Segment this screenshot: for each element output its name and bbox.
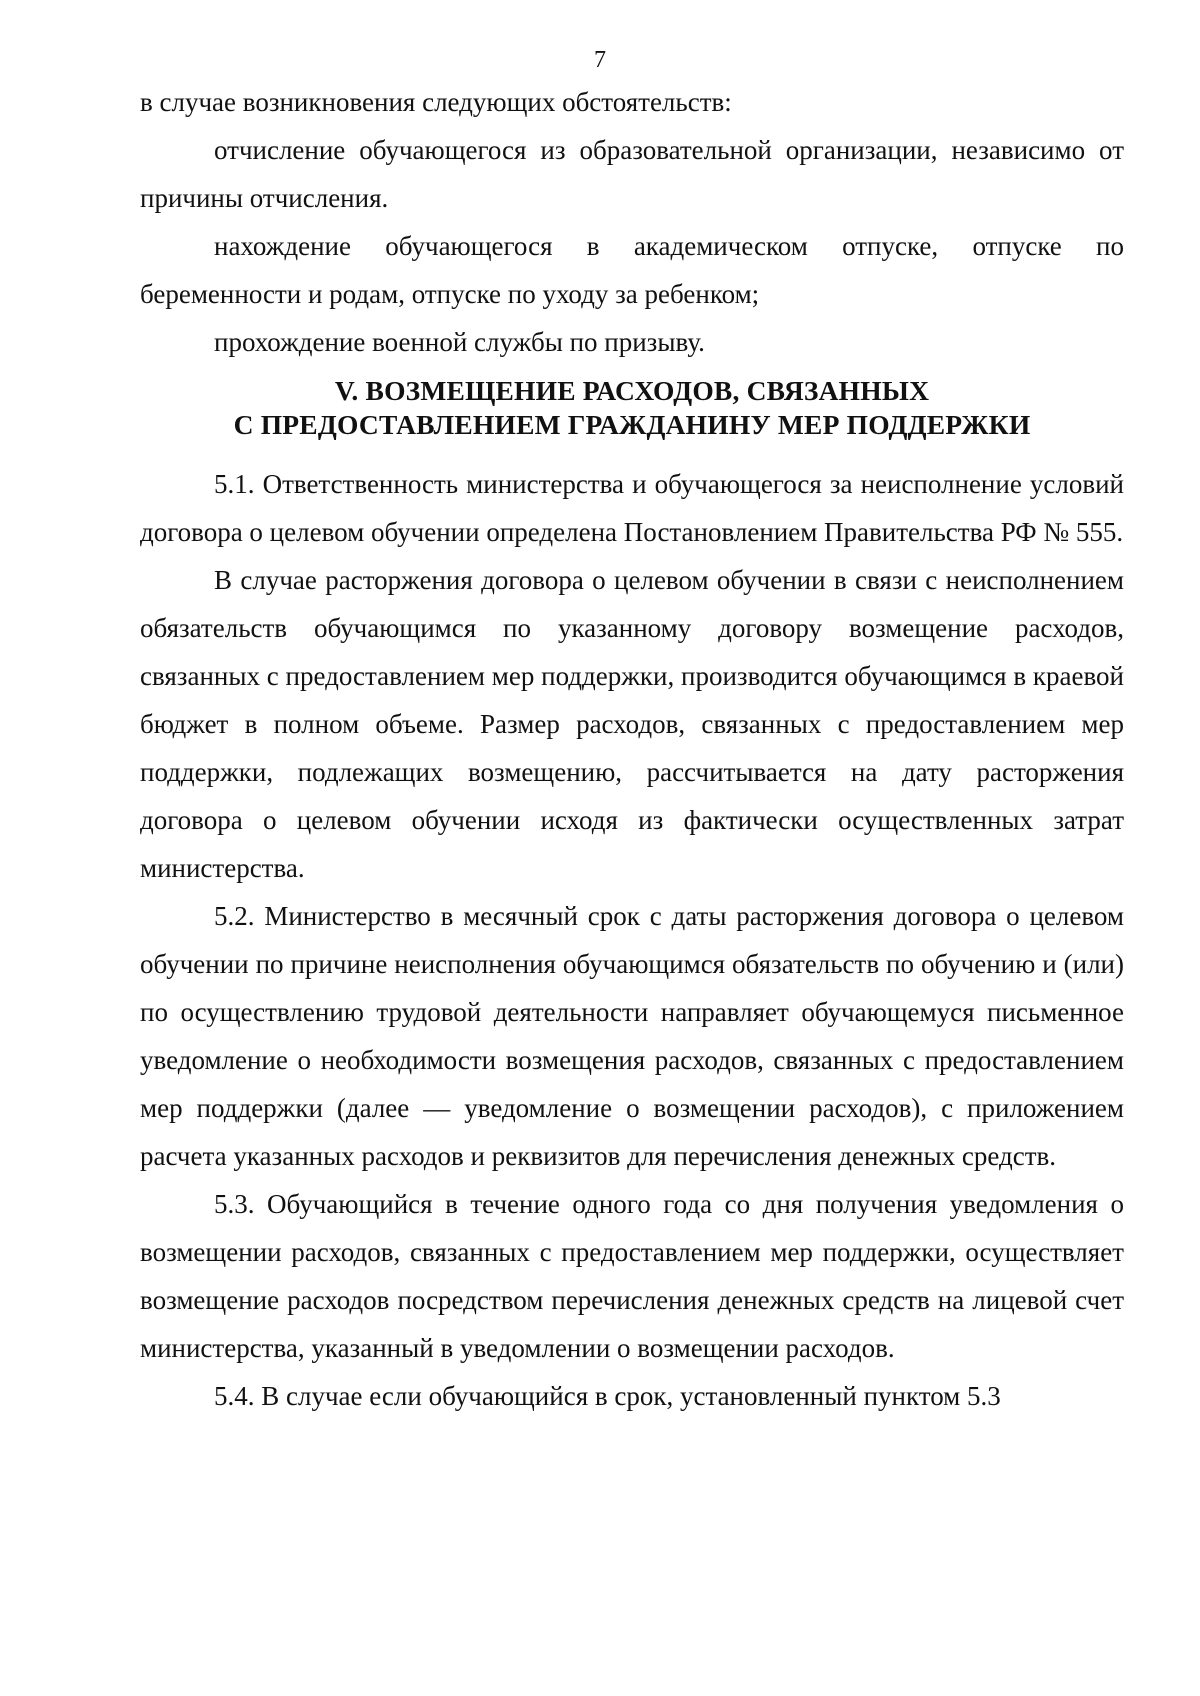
paragraph-5-3: 5.3. Обучающийся в течение одного года со дня получения уведомления о возмещении расходов, связанных с предоставлением мер поддержки, осуществляет возмещение расходов посредством перечисления денежных средств на лицевой счет министерства, указанный в уведомлении о возмещении расходов.	[140, 1189, 1124, 1363]
paragraph-5-1: 5.1. Ответственность министерства и обучающегося за неисполнение условий договора о целевом обучении определена Постановлением Правительства РФ № 555.	[140, 469, 1124, 547]
paragraph-military-service: прохождение военной службы по призыву.	[214, 327, 705, 357]
paragraph-expulsion: отчисление обучающегося из образовательной организации, независимо от причины отчисления.	[140, 135, 1124, 213]
section-heading-line2: С ПРЕДОСТАВЛЕНИЕМ ГРАЖДАНИНУ МЕР ПОДДЕРЖКИ	[233, 409, 1031, 440]
page-number: 7	[594, 47, 606, 73]
paragraph-5-2: 5.2. Министерство в месячный срок с даты расторжения договора о целевом обучении по причине неисполнения обучающимся обязательств по обучению и (или) по осуществлению трудовой деятельности направляет обучающемуся письменное уведомление о необходимости возмещения расходов, связанных с предоставлением мер поддержки (далее — уведомление о возмещении расходов), с приложением расчета указанных расходов и реквизитов для перечисления денежных средств.	[140, 901, 1124, 1171]
section-heading	[140, 374, 1124, 442]
paragraph-academic-leave: нахождение обучающегося в академическом отпуске, отпуске по беременности и родам, отпуске по уходу за ребенком;	[140, 231, 1124, 309]
paragraph-circumstances-intro: в случае возникновения следующих обстоятельств:	[140, 87, 732, 117]
section-heading-line1: V. ВОЗМЕЩЕНИЕ РАСХОДОВ, СВЯЗАННЫХ	[334, 375, 930, 406]
paragraph-5-4: 5.4. В случае если обучающийся в срок, установленный пунктом 5.3	[214, 1381, 1001, 1411]
paragraph-termination-reimbursement: В случае расторжения договора о целевом обучении в связи с неисполнением обязательств обучающимся по указанному договору возмещение расходов, связанных с предоставлением мер поддержки, производится обучающимся в краевой бюджет в полном объеме. Размер расходов, связанных с предоставлением мер поддержки, подлежащих возмещению, рассчитывается на дату расторжения договора о целевом обучении исходя из фактически осуществленных затрат министерства.	[140, 565, 1124, 883]
document-body	[140, 78, 1124, 1420]
